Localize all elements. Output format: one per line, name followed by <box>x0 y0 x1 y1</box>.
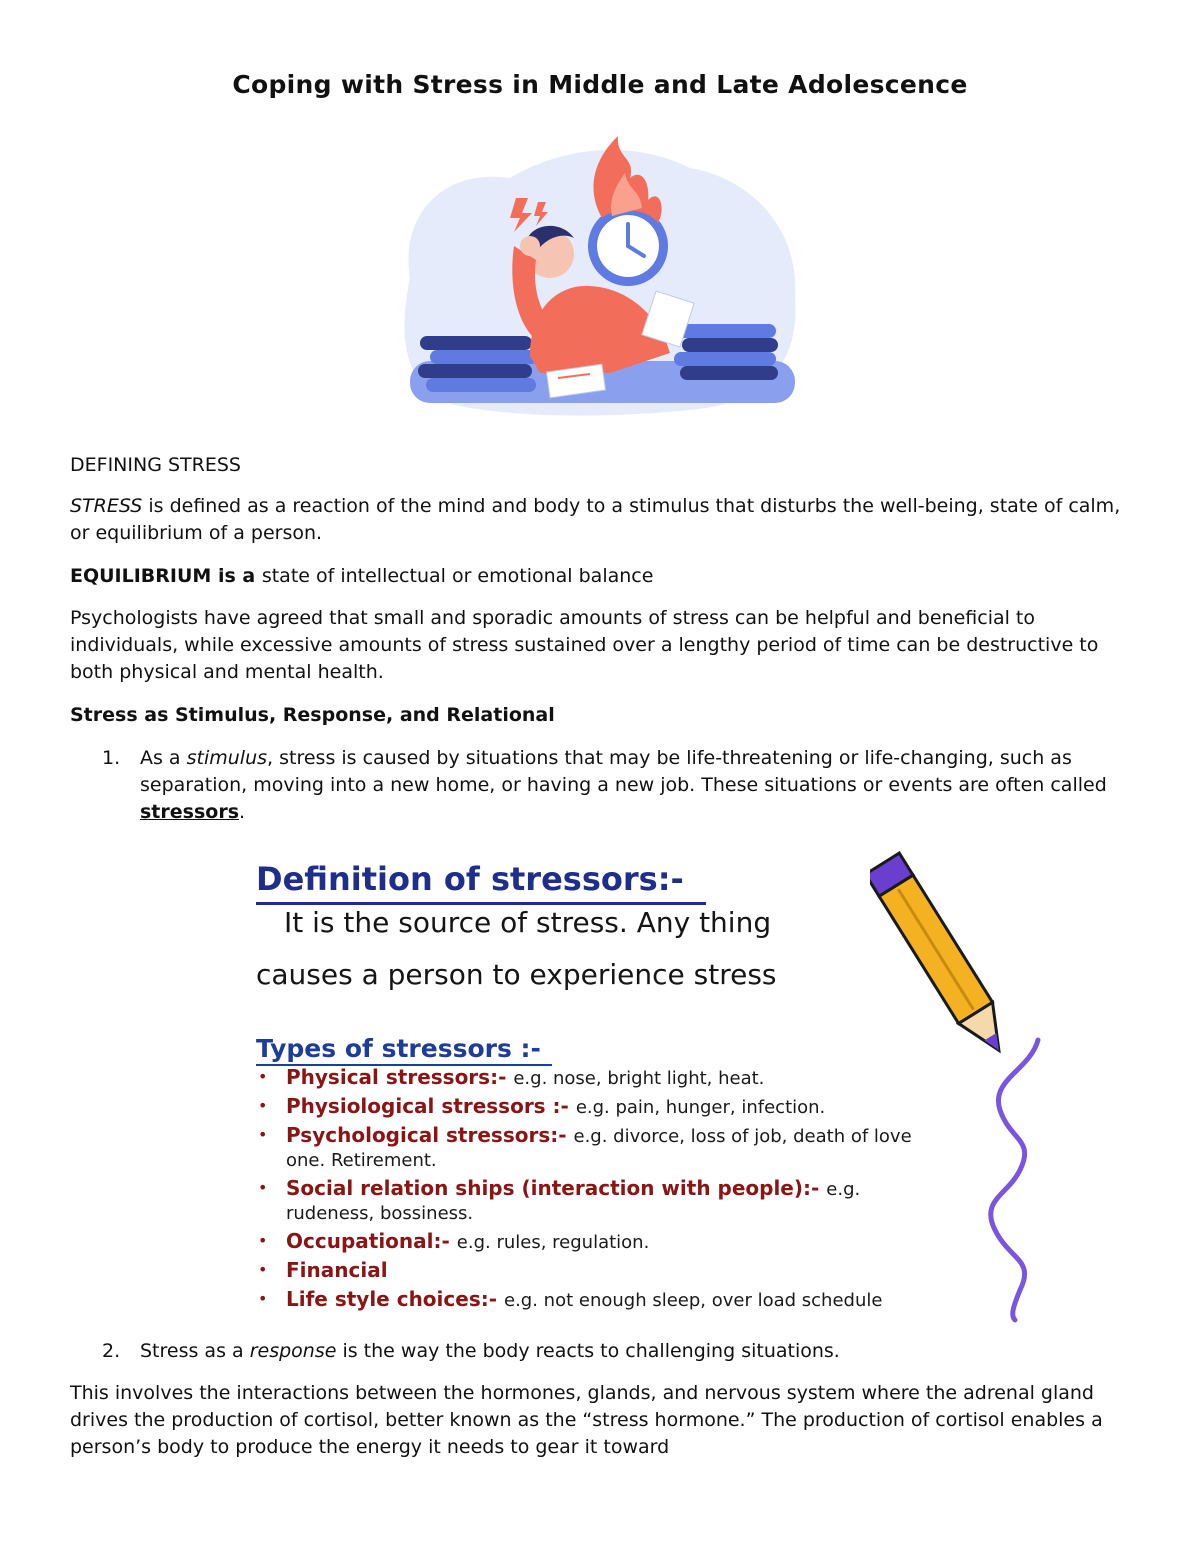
bullet: • <box>258 1260 268 1279</box>
slide-heading: Definition of stressors:- <box>256 860 684 898</box>
stressor-example: e.g. divorce, loss of job, death of love one. Retirement. <box>286 1126 912 1171</box>
bullet: • <box>258 1125 268 1144</box>
list-item <box>256 1066 936 1090</box>
list-item <box>256 1259 936 1283</box>
list-item-text <box>140 745 1140 826</box>
stressor-term: Physical stressors:- <box>286 1065 514 1089</box>
list-number: 2. <box>102 1340 121 1362</box>
item2-post: is the way the body reacts to challenging situations. <box>336 1340 840 1362</box>
list-item-text <box>140 1338 1140 1365</box>
bullet: • <box>258 1067 268 1086</box>
stressor-term: Social relation ships (interaction with people):- <box>286 1176 827 1200</box>
list-item <box>256 1230 936 1254</box>
stressor-example: e.g. nose, bright light, heat. <box>513 1068 765 1089</box>
item2-em: response <box>249 1340 337 1362</box>
item1-post: . <box>239 801 246 823</box>
page-title: Coping with Stress in Middle and Late Adolescence <box>232 70 968 99</box>
bullet: • <box>258 1178 268 1197</box>
item1-em: stimulus <box>186 747 268 769</box>
cortisol-paragraph: This involves the interactions between the hormones, glands, and nervous system where the adrenal gland drives the production of cortisol, better known as the “stress hormone.” The production of cortisol enables a person’s body to produce the energy it needs to gear it toward <box>70 1382 1103 1458</box>
list-number: 1. <box>102 747 121 769</box>
equilibrium-definition <box>70 563 1135 590</box>
list-item <box>256 1177 936 1225</box>
stress-term: STRESS <box>70 495 143 517</box>
stress-definition <box>70 493 1135 547</box>
stressor-term: Financial <box>286 1258 388 1282</box>
list-item <box>256 1288 936 1312</box>
stressor-example: e.g. rudeness, bossiness. <box>286 1179 861 1224</box>
equilibrium-term: EQUILIBRIUM <box>70 565 212 587</box>
list-item <box>256 1124 936 1172</box>
item1-mid: , stress is caused by situations that may be life-threatening or life-changing, such as separation, moving into a new home, or having a new job. These situations or events are often called <box>140 747 1107 796</box>
pencil-icon <box>870 840 1060 1330</box>
stressor-example: e.g. not enough sleep, over load schedule <box>504 1290 883 1311</box>
stress-definition-text: is defined as a reaction of the mind and body to a stimulus that disturbs the well-being, state of calm, or equilibrium of a person. <box>70 495 1121 544</box>
item2-pre: Stress as a <box>140 1340 250 1362</box>
item1-pre: As a <box>140 747 187 769</box>
books-left-icon <box>418 336 538 392</box>
bullet: • <box>258 1289 268 1308</box>
stressors-term: stressors <box>140 801 239 823</box>
stressor-term: Psychological stressors:- <box>286 1123 574 1147</box>
equilibrium-is: is a <box>211 565 262 587</box>
slide-definition-line2: causes a person to experience stress <box>256 958 777 991</box>
slide-definition-line1: It is the source of stress. Any thing <box>284 906 772 939</box>
list-item <box>256 1095 936 1119</box>
stressor-example: e.g. pain, hunger, infection. <box>575 1097 826 1118</box>
psychologists-paragraph: Psychologists have agreed that small and sporadic amounts of stress can be helpful and beneficial to individuals, while excessive amounts of stress sustained over a lengthy period of time can be destructive to both physical and mental health. <box>70 607 1099 683</box>
stressor-term: Life style choices:- <box>286 1287 504 1311</box>
stressor-term: Occupational:- <box>286 1229 457 1253</box>
equilibrium-definition-text: state of intellectual or emotional balance <box>261 565 654 587</box>
slide-types-heading: Types of stressors :- <box>256 1034 541 1063</box>
bullet: • <box>258 1096 268 1115</box>
stressor-types-list <box>256 1066 936 1317</box>
stressor-term: Physiological stressors :- <box>286 1094 576 1118</box>
bullet: • <box>258 1231 268 1250</box>
books-right-icon <box>674 324 778 380</box>
section-heading-stimulus-response: Stress as Stimulus, Response, and Relational <box>70 704 555 726</box>
section-heading-defining-stress: DEFINING STRESS <box>70 454 241 476</box>
stressed-student-illustration <box>390 128 810 418</box>
stressor-example: e.g. rules, regulation. <box>456 1232 650 1253</box>
